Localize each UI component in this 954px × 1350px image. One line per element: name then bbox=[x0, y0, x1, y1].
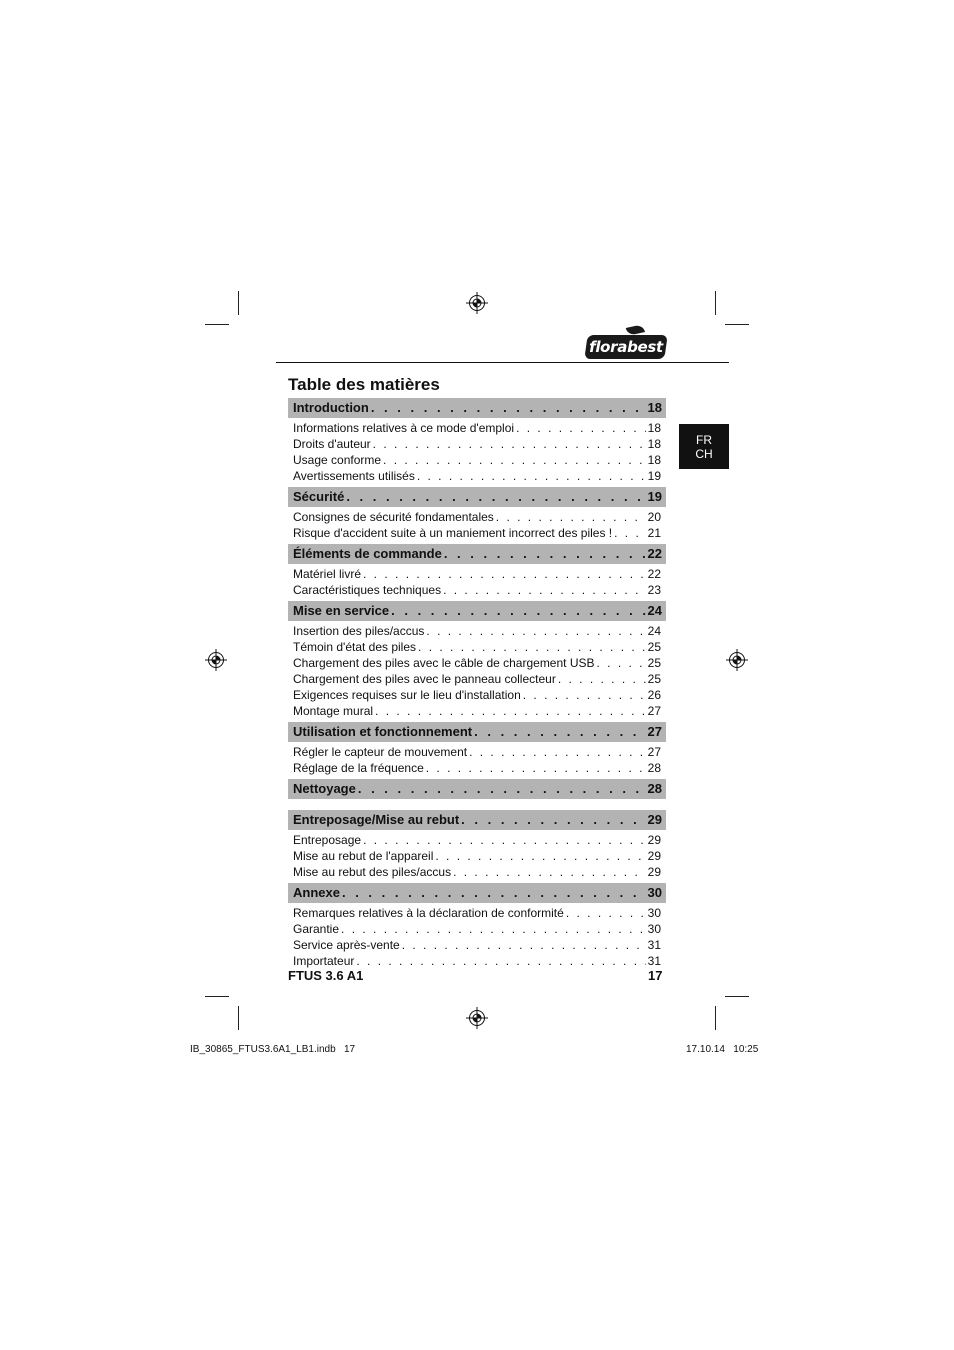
toc-entry-title: Importateur bbox=[293, 954, 355, 968]
toc-leader bbox=[346, 487, 645, 507]
toc-leader bbox=[418, 639, 646, 655]
toc-section-header[interactable] bbox=[288, 487, 666, 507]
toc-entry-list bbox=[288, 742, 666, 779]
toc-entry[interactable] bbox=[288, 703, 666, 719]
toc-entry-title: Matériel livré bbox=[293, 567, 362, 581]
crop-mark bbox=[715, 291, 716, 315]
toc-section-page: 22 bbox=[647, 546, 662, 561]
toc-section-header[interactable] bbox=[288, 544, 666, 564]
toc-entry-page: 18 bbox=[647, 437, 661, 451]
crop-mark bbox=[205, 324, 229, 325]
toc-section-title: Introduction bbox=[293, 400, 369, 415]
toc-entry-title: Insertion des piles/accus bbox=[293, 624, 425, 638]
toc-entry-page: 23 bbox=[647, 583, 661, 597]
toc-entry-page: 18 bbox=[647, 453, 661, 467]
toc-entry-page: 24 bbox=[647, 624, 661, 638]
toc-entry-title: Témoin d'état des piles bbox=[293, 640, 417, 654]
toc-entry-title: Risque d'accident suite à un maniement incorrect des piles ! bbox=[293, 526, 613, 540]
toc-section-page: 30 bbox=[647, 885, 662, 900]
toc-entry[interactable] bbox=[288, 623, 666, 639]
toc-entry-title: Remarques relatives à la déclaration de conformité bbox=[293, 906, 564, 920]
crop-mark bbox=[715, 1006, 716, 1030]
crop-mark bbox=[725, 324, 749, 325]
toc-section-page: 19 bbox=[647, 489, 662, 504]
toc-section-title: Nettoyage bbox=[293, 781, 356, 796]
toc-entry-title: Montage mural bbox=[293, 704, 374, 718]
toc-entry[interactable] bbox=[288, 905, 666, 921]
toc-entry-title: Usage conforme bbox=[293, 453, 382, 467]
toc-entry-title: Chargement des piles avec le câble de chargement USB bbox=[293, 656, 595, 670]
toc-entry-title: Avertissements utilisés bbox=[293, 469, 415, 483]
toc-leader bbox=[516, 420, 646, 436]
toc-leader bbox=[523, 687, 646, 703]
footer-model: FTUS 3.6 A1 bbox=[288, 968, 364, 983]
toc-entry[interactable] bbox=[288, 848, 666, 864]
toc-leader bbox=[341, 921, 646, 937]
toc-entry[interactable] bbox=[288, 921, 666, 937]
toc-entry-title: Informations relatives à ce mode d'emploi bbox=[293, 421, 515, 435]
toc-entry-title: Garantie bbox=[293, 922, 340, 936]
toc-entry-title: Caractéristiques techniques bbox=[293, 583, 442, 597]
toc-section-title: Éléments de commande bbox=[293, 546, 442, 561]
toc-leader bbox=[426, 623, 645, 639]
toc-entry-page: 30 bbox=[647, 922, 661, 936]
toc-entry-title: Exigences requises sur le lieu d'installation bbox=[293, 688, 521, 702]
crop-mark bbox=[238, 291, 239, 315]
toc-leader bbox=[558, 671, 646, 687]
toc-section-page: 27 bbox=[647, 724, 662, 739]
table-of-contents bbox=[288, 398, 666, 972]
toc-section-header[interactable] bbox=[288, 722, 666, 742]
toc-entry-page: 18 bbox=[647, 421, 661, 435]
registration-mark-icon bbox=[466, 292, 488, 314]
toc-leader bbox=[443, 582, 646, 598]
toc-leader bbox=[435, 848, 645, 864]
language-code: CH bbox=[695, 447, 713, 461]
toc-entry[interactable] bbox=[288, 744, 666, 760]
toc-entry-page: 26 bbox=[647, 688, 661, 702]
crop-mark bbox=[205, 996, 229, 997]
toc-leader bbox=[383, 452, 646, 468]
toc-leader bbox=[597, 655, 646, 671]
print-slug-datetime: 17.10.14 10:25 bbox=[686, 1044, 759, 1055]
toc-entry[interactable] bbox=[288, 953, 666, 969]
toc-section-page: 18 bbox=[647, 400, 662, 415]
toc-leader bbox=[474, 722, 645, 742]
toc-entry-title: Chargement des piles avec le panneau collecteur bbox=[293, 672, 556, 686]
toc-entry[interactable] bbox=[288, 864, 666, 880]
toc-leader bbox=[566, 905, 646, 921]
toc-leader bbox=[614, 525, 646, 541]
toc-entry[interactable] bbox=[288, 582, 666, 598]
registration-mark-icon bbox=[726, 649, 748, 671]
toc-entry-page: 31 bbox=[647, 938, 661, 952]
toc-entry-page: 29 bbox=[647, 865, 661, 879]
toc-entry[interactable] bbox=[288, 832, 666, 848]
toc-section-header[interactable] bbox=[288, 398, 666, 418]
toc-leader bbox=[453, 864, 646, 880]
toc-entry-title: Mise au rebut des piles/accus bbox=[293, 865, 452, 879]
crop-mark bbox=[725, 996, 749, 997]
toc-entry[interactable] bbox=[288, 566, 666, 582]
toc-section-title: Mise en service bbox=[293, 603, 390, 618]
toc-entry-page: 21 bbox=[647, 526, 661, 540]
toc-entry-list bbox=[288, 418, 666, 487]
crop-mark bbox=[238, 1006, 239, 1030]
toc-entry-page: 27 bbox=[647, 704, 661, 718]
toc-section-page: 28 bbox=[647, 781, 662, 796]
toc-leader bbox=[444, 544, 646, 564]
toc-entry-page: 29 bbox=[647, 833, 661, 847]
toc-entry[interactable] bbox=[288, 468, 666, 484]
print-slug-file: IB_30865_FTUS3.6A1_LB1.indb 17 bbox=[190, 1044, 356, 1055]
toc-entry-list bbox=[288, 903, 666, 972]
toc-leader bbox=[342, 883, 646, 903]
toc-section-page: 29 bbox=[647, 812, 662, 827]
toc-leader bbox=[417, 468, 646, 484]
toc-entry[interactable] bbox=[288, 655, 666, 671]
language-code: FR bbox=[696, 433, 712, 447]
toc-section-title: Sécurité bbox=[293, 489, 345, 504]
toc-entry-page: 20 bbox=[647, 510, 661, 524]
toc-entry-page: 22 bbox=[647, 567, 661, 581]
toc-entry-list bbox=[288, 564, 666, 601]
toc-entry-page: 28 bbox=[647, 761, 661, 775]
toc-entry[interactable] bbox=[288, 639, 666, 655]
toc-leader bbox=[363, 832, 646, 848]
toc-section-title: Entreposage/Mise au rebut bbox=[293, 812, 460, 827]
brand-logo-text: florabest bbox=[589, 338, 663, 356]
toc-section-header[interactable] bbox=[288, 810, 666, 830]
toc-entry[interactable] bbox=[288, 937, 666, 953]
toc-leader bbox=[371, 398, 646, 418]
toc-leader bbox=[461, 810, 645, 830]
toc-entry-page: 25 bbox=[647, 672, 661, 686]
toc-entry-title: Consignes de sécurité fondamentales bbox=[293, 510, 494, 524]
toc-entry[interactable] bbox=[288, 420, 666, 436]
toc-entry-list bbox=[288, 799, 666, 810]
toc-leader bbox=[356, 953, 645, 969]
toc-entry-page: 25 bbox=[647, 656, 661, 670]
toc-entry-page: 27 bbox=[647, 745, 661, 759]
toc-entry[interactable] bbox=[288, 452, 666, 468]
toc-entry-list bbox=[288, 507, 666, 544]
toc-entry-title: Réglage de la fréquence bbox=[293, 761, 424, 775]
toc-entry-title: Entreposage bbox=[293, 833, 362, 847]
toc-leader bbox=[373, 436, 646, 452]
toc-entry[interactable] bbox=[288, 687, 666, 703]
registration-mark-icon bbox=[466, 1007, 488, 1029]
registration-mark-icon bbox=[205, 649, 227, 671]
toc-entry-title: Mise au rebut de l'appareil bbox=[293, 849, 434, 863]
toc-section-header[interactable] bbox=[288, 779, 666, 799]
toc-section-page: 24 bbox=[647, 603, 662, 618]
toc-leader bbox=[358, 779, 646, 799]
toc-entry-page: 25 bbox=[647, 640, 661, 654]
toc-leader bbox=[391, 601, 645, 621]
toc-entry-title: Service après-vente bbox=[293, 938, 400, 952]
toc-leader bbox=[375, 703, 646, 719]
toc-section-title: Annexe bbox=[293, 885, 340, 900]
toc-leader bbox=[426, 760, 646, 776]
toc-leader bbox=[363, 566, 646, 582]
toc-entry-page: 19 bbox=[647, 469, 661, 483]
toc-section-header[interactable] bbox=[288, 601, 666, 621]
header-rule bbox=[276, 362, 729, 363]
toc-entry[interactable] bbox=[288, 525, 666, 541]
toc-entry-title: Régler le capteur de mouvement bbox=[293, 745, 468, 759]
toc-entry-title: Droits d'auteur bbox=[293, 437, 371, 451]
toc-entry[interactable] bbox=[288, 509, 666, 525]
toc-leader bbox=[496, 509, 646, 525]
toc-leader bbox=[402, 937, 646, 953]
toc-entry[interactable] bbox=[288, 671, 666, 687]
footer-page-number: 17 bbox=[648, 968, 663, 983]
toc-entry-list bbox=[288, 830, 666, 883]
toc-section-header[interactable] bbox=[288, 883, 666, 903]
brand-logo bbox=[584, 335, 667, 359]
toc-entry[interactable] bbox=[288, 760, 666, 776]
page-title: Table des matières bbox=[288, 375, 440, 394]
toc-entry[interactable] bbox=[288, 436, 666, 452]
toc-entry-page: 29 bbox=[647, 849, 661, 863]
language-tab bbox=[679, 424, 729, 469]
toc-leader bbox=[469, 744, 646, 760]
toc-entry-list bbox=[288, 621, 666, 722]
toc-section-title: Utilisation et fonctionnement bbox=[293, 724, 473, 739]
toc-entry-page: 30 bbox=[647, 906, 661, 920]
toc-entry-page: 31 bbox=[647, 954, 661, 968]
